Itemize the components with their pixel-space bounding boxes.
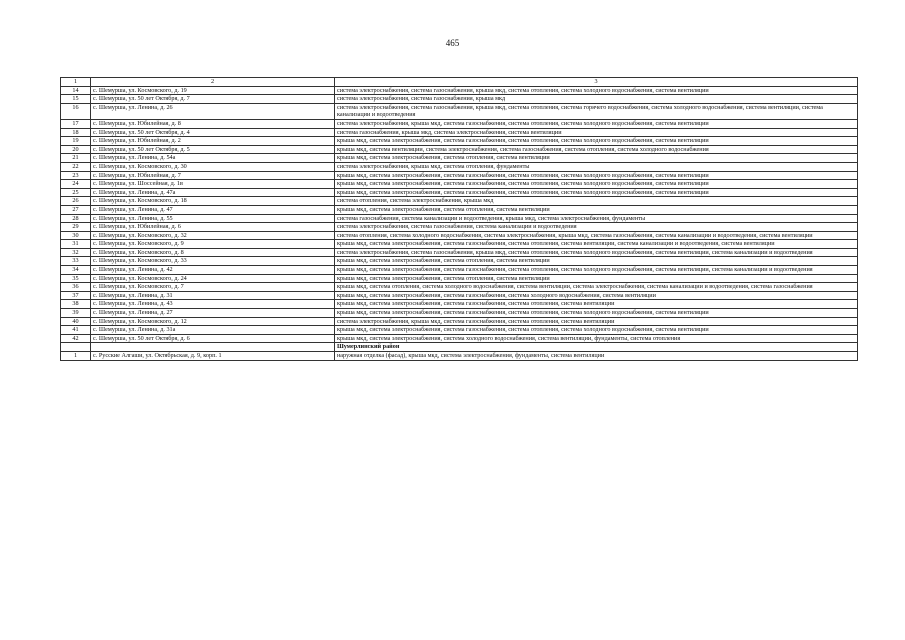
row-address: с. Шемурша, ул. 50 лет Октября, д. 7: [91, 95, 335, 104]
row-number: 35: [61, 274, 91, 283]
row-address: с. Шемурша, ул. Ленина, д. 47: [91, 205, 335, 214]
table-row: [61, 188, 858, 197]
row-works: крыша мкд, система электроснабжения, система газоснабжения, система холодного водоснабжения, система вентиляции: [335, 291, 858, 300]
row-works: крыша мкд, система электроснабжения, система отопления, система вентиляции: [335, 205, 858, 214]
row-address: с. Шемурша, ул. Космовского, д. 19: [91, 86, 335, 95]
row-number: 1: [61, 352, 91, 361]
table-row: [61, 180, 858, 189]
table-row: [61, 326, 858, 335]
row-works: крыша мкд, система электроснабжения, система газоснабжения, система отопления, система холодного водоснабжения, система вентиляции: [335, 326, 858, 335]
row-number: 32: [61, 248, 91, 257]
row-works: система электроснабжения, система газоснабжения, система канализации и водоотведения: [335, 223, 858, 232]
row-works: крыша мкд, система электроснабжения, система газоснабжения, система отопления, система вентиляции: [335, 300, 858, 309]
row-number: 22: [61, 162, 91, 171]
row-address: с. Шемурша, ул. Юбилейная, д. 8: [91, 119, 335, 128]
row-number: 23: [61, 171, 91, 180]
header-col-2: 2: [91, 78, 335, 87]
row-works: система отопления, система электроснабжения, крыша мкд: [335, 197, 858, 206]
table-row: [61, 214, 858, 223]
row-address: с. Шемурша, ул. Ленина, д. 31а: [91, 326, 335, 335]
table-row: [61, 300, 858, 309]
row-address: с. Шемурша, ул. Юбилейная, д. 6: [91, 223, 335, 232]
table-row: [61, 334, 858, 343]
row-number: 15: [61, 95, 91, 104]
table-row: [61, 274, 858, 283]
table-row: [61, 145, 858, 154]
row-number: 36: [61, 283, 91, 292]
district-heading-row: [61, 343, 858, 352]
row-works: крыша мкд, система вентиляции, система электроснабжения, система газоснабжения, система отопления, система холодного водоснабжения: [335, 145, 858, 154]
row-works: система газоснабжения, крыша мкд, система электроснабжения, система вентиляции: [335, 128, 858, 137]
row-number: 27: [61, 205, 91, 214]
district-empty-cell: [91, 343, 335, 352]
row-address: с. Шемурша, ул. Ленина, д. 55: [91, 214, 335, 223]
table-row: [61, 266, 858, 275]
row-works: система газоснабжения, система канализации и водоотведения, крыша мкд, система электроснабжения, фундаменты: [335, 214, 858, 223]
row-works: крыша мкд, система отопления, система холодного водоснабжения, система вентиляции, система электроснабжения, система канализации и водоотведения, система газоснабжения: [335, 283, 858, 292]
row-address: с. Шемурша, ул. Космовского, д. 18: [91, 197, 335, 206]
row-address: с. Шемурша, ул. 50 лет Октября, д. 5: [91, 145, 335, 154]
row-number: 39: [61, 309, 91, 318]
header-col-3: 3: [335, 78, 858, 87]
row-works: крыша мкд, система электроснабжения, система газоснабжения, система отопления, система холодного водоснабжения, система вентиляции, система канализации и водоотведения: [335, 266, 858, 275]
district-name: Шумерлинский район: [335, 343, 858, 352]
row-works: крыша мкд, система электроснабжения, система отопления, система вентиляции: [335, 257, 858, 266]
row-address: с. Шемурша, ул. Ленина, д. 27: [91, 309, 335, 318]
table-row: [61, 137, 858, 146]
row-address: с. Шемурша, ул. Космовского, д. 8: [91, 248, 335, 257]
row-works: крыша мкд, система электроснабжения, система газоснабжения, система отопления, система холодного водоснабжения, система вентиляции: [335, 180, 858, 189]
table-row: [61, 257, 858, 266]
table-row: [61, 171, 858, 180]
table-row: [61, 103, 858, 119]
row-works: система электроснабжения, крыша мкд, система газоснабжения, система отопления, система холодного водоснабжения, система вентиляции: [335, 119, 858, 128]
row-number: 16: [61, 103, 91, 119]
row-number: 24: [61, 180, 91, 189]
row-address: с. Шемурша, ул. Ленина, д. 47а: [91, 188, 335, 197]
row-works: крыша мкд, система электроснабжения, система холодного водоснабжения, система вентиляции, фундаменты, система отопления: [335, 334, 858, 343]
row-number: 34: [61, 266, 91, 275]
table-row: [61, 248, 858, 257]
row-number: 37: [61, 291, 91, 300]
table-row: [61, 154, 858, 163]
table-row: [61, 128, 858, 137]
row-address: с. Шемурша, ул. Юбилейная, д. 2: [91, 137, 335, 146]
row-address: с. Шемурша, ул. Космовского, д. 12: [91, 317, 335, 326]
row-number: 19: [61, 137, 91, 146]
table-row: [61, 86, 858, 95]
row-address: с. Русские Алгаши, ул. Октябрьская, д. 9, корп. 1: [91, 352, 335, 361]
table-row: [61, 205, 858, 214]
row-works: крыша мкд, система электроснабжения, система газоснабжения, система отопления, система вентиляции, система канализации и водоотведения, система вентиляции: [335, 240, 858, 249]
row-number: 41: [61, 326, 91, 335]
row-works: система электроснабжения, система газоснабжения, крыша мкд, система отопления, система горячего водоснабжения, система холодного водоснабжения, система вентиляции, система канализации и водоотведения: [335, 103, 858, 119]
row-works: система электроснабжения, крыша мкд, система газоснабжения, система отопления, система вентиляции: [335, 317, 858, 326]
row-address: с. Шемурша, ул. Космовского, д. 9: [91, 240, 335, 249]
table-row: [61, 283, 858, 292]
row-number: 38: [61, 300, 91, 309]
row-address: с. Шемурша, ул. Шоссейная, д. 1в: [91, 180, 335, 189]
table-row: [61, 291, 858, 300]
row-number: 18: [61, 128, 91, 137]
row-works: система электроснабжения, крыша мкд, система отопления, фундаменты: [335, 162, 858, 171]
table-row: [61, 223, 858, 232]
row-address: с. Шемурша, ул. Космовского, д. 7: [91, 283, 335, 292]
row-address: с. Шемурша, ул. Космовского, д. 32: [91, 231, 335, 240]
row-address: с. Шемурша, ул. Ленина, д. 43: [91, 300, 335, 309]
row-number: 31: [61, 240, 91, 249]
table-header-row: [61, 78, 858, 87]
row-address: с. Шемурша, ул. 50 лет Октября, д. 6: [91, 334, 335, 343]
row-works: крыша мкд, система электроснабжения, система газоснабжения, система отопления, система холодного водоснабжения, система вентиляции: [335, 171, 858, 180]
row-address: с. Шемурша, ул. Юбилейная, д. 7: [91, 171, 335, 180]
page-number: 465: [445, 38, 460, 48]
row-works: наружная отделка (фасад), крыша мкд, система электроснабжения, фундаменты, система вентиляции: [335, 352, 858, 361]
row-number: 33: [61, 257, 91, 266]
row-address: с. Шемурша, ул. 50 лет Октября, д. 4: [91, 128, 335, 137]
row-works: крыша мкд, система электроснабжения, система газоснабжения, система отопления, система холодного водоснабжения, система вентиляции: [335, 188, 858, 197]
row-address: с. Шемурша, ул. Ленина, д. 42: [91, 266, 335, 275]
row-number: 14: [61, 86, 91, 95]
table-row: [61, 162, 858, 171]
row-address: с. Шемурша, ул. Ленина, д. 26: [91, 103, 335, 119]
table-row: [61, 231, 858, 240]
header-col-1: 1: [61, 78, 91, 87]
row-address: с. Шемурша, ул. Ленина, д. 54а: [91, 154, 335, 163]
table-row: [61, 309, 858, 318]
row-number: 26: [61, 197, 91, 206]
row-address: с. Шемурша, ул. Ленина, д. 31: [91, 291, 335, 300]
row-works: система электроснабжения, система газоснабжения, крыша мкд, система отопления, система холодного водоснабжения, система вентиляции, система канализации и водоотведения: [335, 248, 858, 257]
row-works: система электроснабжения, система газоснабжения, крыша мкд, система отопления, система холодного водоснабжения, система вентиляции: [335, 86, 858, 95]
row-address: с. Шемурша, ул. Космовского, д. 33: [91, 257, 335, 266]
table-row: [61, 352, 858, 361]
table-row: [61, 95, 858, 104]
row-number: 28: [61, 214, 91, 223]
row-number: 17: [61, 119, 91, 128]
repair-table: [60, 77, 858, 361]
row-address: с. Шемурша, ул. Космовского, д. 30: [91, 162, 335, 171]
district-empty-cell: [61, 343, 91, 352]
row-works: система электроснабжения, система газоснабжения, крыша мкд: [335, 95, 858, 104]
row-number: 21: [61, 154, 91, 163]
table-row: [61, 119, 858, 128]
row-number: 29: [61, 223, 91, 232]
row-number: 20: [61, 145, 91, 154]
row-works: крыша мкд, система электроснабжения, система газоснабжения, система отопления, система холодного водоснабжения, система вентиляции: [335, 309, 858, 318]
row-works: крыша мкд, система электроснабжения, система газоснабжения, система отопления, система холодного водоснабжения, система вентиляции: [335, 137, 858, 146]
row-address: с. Шемурша, ул. Космовского, д. 24: [91, 274, 335, 283]
row-works: система отопления, система холодного водоснабжения, система электроснабжения, крыша мкд, система газоснабжения, система канализации и водоотведения, система вентиляции: [335, 231, 858, 240]
table-row: [61, 240, 858, 249]
row-number: 25: [61, 188, 91, 197]
row-works: крыша мкд, система электроснабжения, система отопления, система вентиляции: [335, 154, 858, 163]
table-row: [61, 197, 858, 206]
row-number: 40: [61, 317, 91, 326]
row-number: 42: [61, 334, 91, 343]
row-works: крыша мкд, система электроснабжения, система отопления, система вентиляции: [335, 274, 858, 283]
table-row: [61, 317, 858, 326]
row-number: 30: [61, 231, 91, 240]
